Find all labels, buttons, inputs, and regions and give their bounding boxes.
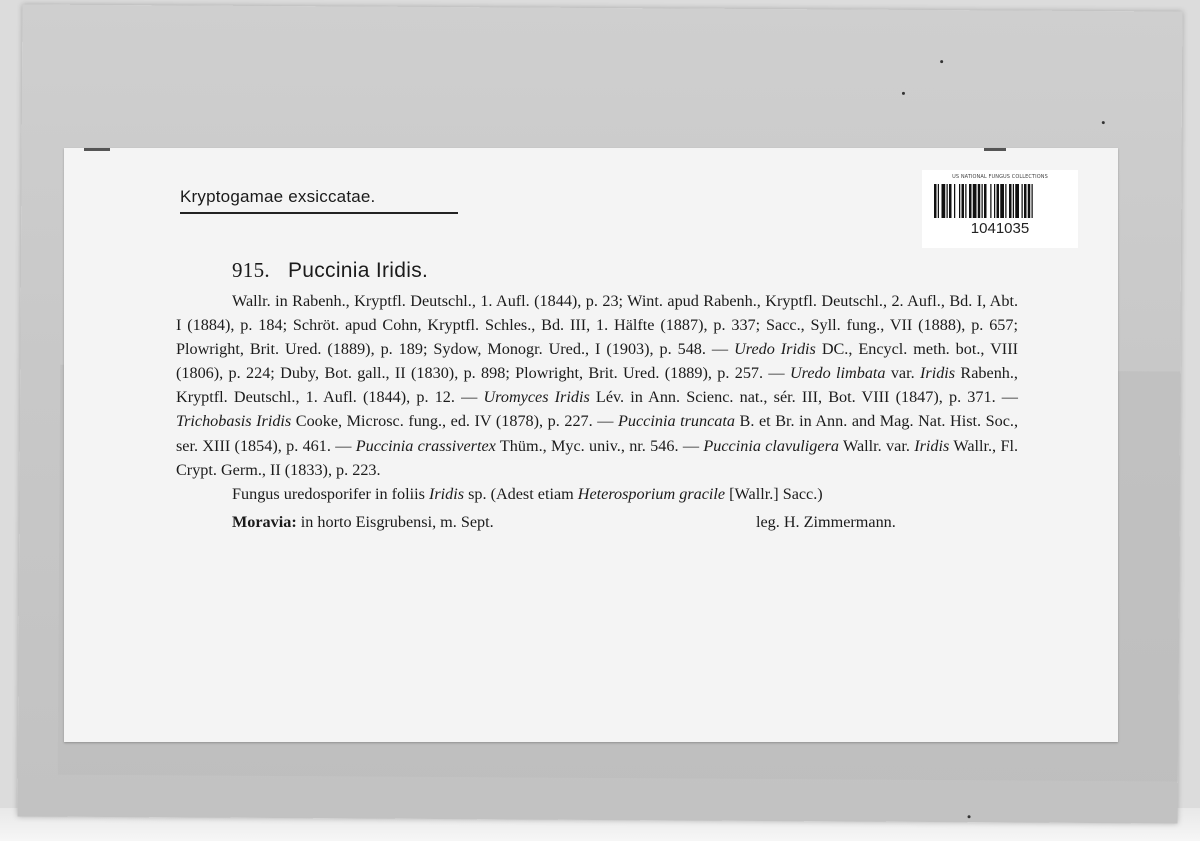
citation-text: Wallr. in Rabenh., Kryptfl. Deutschl., 1. Aufl. (1844), p. 23; Wint. apud Rabenh., Kryptfl. Deutschl., 2. Aufl., Bd. I, Abt. I (1884), p. 184; Schröt. apud Cohn, Kryptfl. Schles., Bd. III, 1. Hälfte (1887), p. 337; Sacc., Syll. fung., VII (1888), p. 657; Plowright, Brit. Ured. (1889), p. 189; Sydow, Monogr. Ured., I (1903), p. 548. — (176, 292, 1018, 359)
specimen-speck (1102, 121, 1105, 124)
taxon-name: Puccinia truncata (618, 412, 735, 431)
description-paragraph (176, 482, 1018, 506)
locality-detail: in horto Eisgrubensi, m. Sept. (296, 512, 494, 531)
barcode-number: 1041035 (970, 220, 1030, 237)
label-body (176, 258, 1018, 536)
taxon-name: Iridis (428, 484, 465, 503)
taxon-name: Iridis (914, 436, 950, 455)
citation-text: DC., Encycl. meth. bot., VIII (1806), p. 224; Duby, Bot. gall., II (1830), p. 898; Plowright, Brit. Ured. (1889), p. 257. — (176, 340, 1018, 383)
synonymy-paragraph (176, 289, 1018, 482)
label-tick-mark (84, 148, 110, 151)
citation-text: Rabenh., Kryptfl. Deutschl., 1. Aufl. (1844), p. 12. — (176, 364, 1018, 407)
citation-text: Thüm., Myc. univ., nr. 546. — (495, 436, 704, 455)
citation-text: Wallr., Fl. Crypt. Germ., II (1833), p. 223. (176, 436, 1018, 479)
species-name: Puccinia Iridis. (287, 259, 429, 282)
collection-header: Kryptogamae exsiccatae. (180, 187, 458, 214)
label-tick-mark (984, 148, 1006, 151)
citation-text: Fungus uredosporifer in foliis (232, 484, 429, 503)
citation-text: B. et Br. in Ann. and Mag. Nat. Hist. Soc., ser. XIII (1854), p. 461. — (176, 412, 1019, 455)
specimen-speck (902, 92, 905, 95)
barcode-sticker (922, 170, 1078, 248)
collector: leg. H. Zimmermann. (756, 512, 896, 531)
citation-text: Cooke, Microsc. fung., ed. IV (1878), p. 227. — (291, 412, 619, 431)
taxon-name: Trichobasis Iridis (176, 412, 292, 431)
citation-text: sp. (Adest etiam (464, 484, 578, 503)
barcode-caption: US NATIONAL FUNGUS COLLECTIONS (952, 174, 1048, 180)
citation-text: Wallr. var. (838, 436, 915, 455)
locality-name: Moravia: (232, 512, 297, 531)
citation-text: var. (885, 364, 920, 383)
specimen-label (64, 148, 1118, 742)
taxon-name: Heterosporium gracile (577, 484, 726, 503)
citation-text: [Wallr.] Sacc.) (725, 484, 823, 503)
taxon-name: Iridis (920, 364, 956, 383)
exsiccata-number: 915. (232, 258, 270, 282)
taxon-name: Uredo limbata (789, 364, 886, 383)
taxon-name: Puccinia clavuligera (703, 436, 839, 455)
taxon-name: Uromyces Iridis (483, 388, 590, 407)
specimen-speck (968, 815, 971, 818)
citation-text: Lév. in Ann. Scienc. nat., sér. III, Bot. VIII (1847), p. 371. — (589, 388, 1018, 407)
taxon-name: Puccinia crassivertex (355, 436, 496, 455)
specimen-speck (940, 60, 943, 63)
locality-line (232, 510, 1018, 536)
species-heading (232, 258, 1018, 283)
taxon-name: Uredo Iridis (734, 340, 816, 359)
barcode-icon (934, 184, 1066, 218)
